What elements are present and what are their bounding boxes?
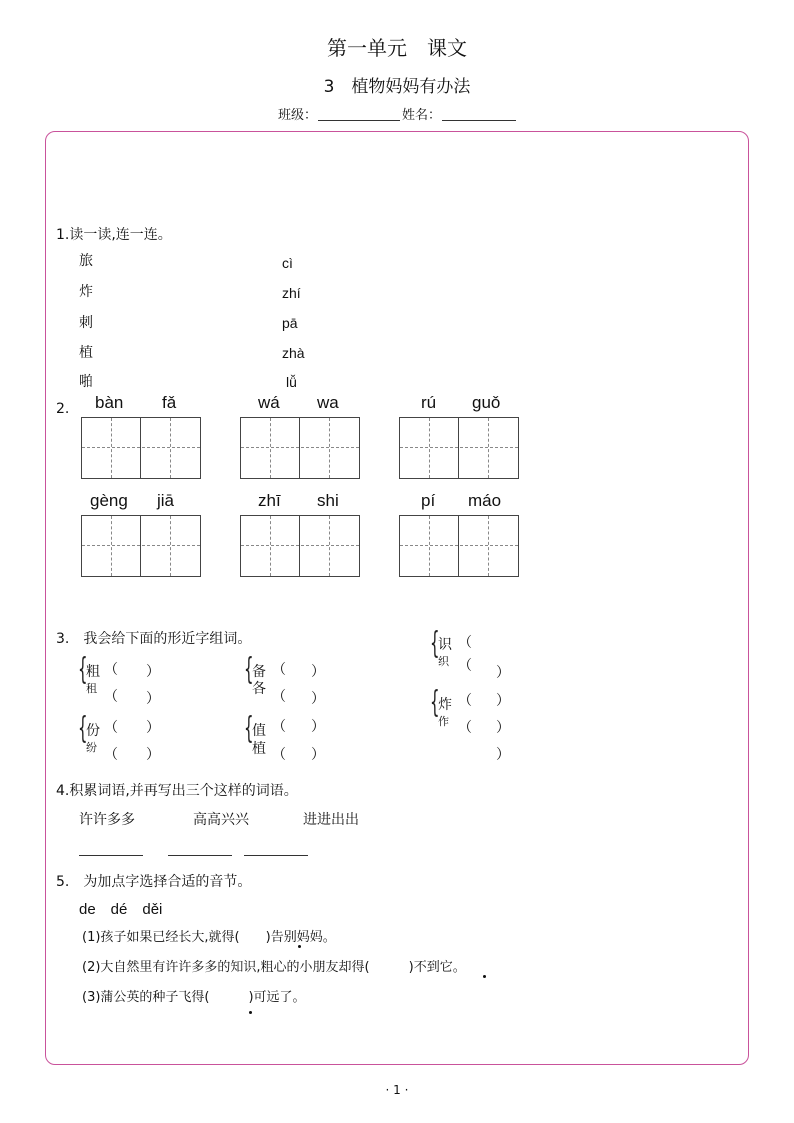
unit-title: 第一单元 课文 (327, 36, 467, 60)
q2-pinyin: rú (421, 393, 437, 412)
paren-close: ） (496, 665, 510, 681)
q4-word: 许许多多 (79, 812, 135, 828)
paren-open: （ (104, 662, 118, 678)
q2-pinyin: zhī (258, 491, 281, 510)
q4-answer-blank[interactable] (244, 855, 308, 856)
q2-number: 2. (56, 401, 70, 417)
paren-close: ） (311, 691, 325, 707)
paren-open: （ (104, 689, 118, 705)
paren-open: （ (272, 719, 286, 735)
brace: { (244, 652, 254, 687)
tianzige-box[interactable] (240, 417, 360, 479)
q2-pinyin: wa (317, 393, 339, 412)
q3-char: 植 (252, 741, 266, 757)
paren-close: ） (496, 693, 510, 709)
brace: { (78, 652, 88, 687)
q3-char: 备 (252, 664, 266, 680)
q3-char: 值 (252, 723, 266, 739)
q5-sentence: (2)大自然里有许许多多的知识,粗心的小朋友却得( )不到它。 (82, 960, 466, 975)
brace: { (78, 711, 88, 746)
q1-char: 植 (79, 345, 93, 361)
tianzige-box[interactable] (399, 417, 519, 479)
q1-char: 啪 (79, 374, 93, 390)
tianzige-box[interactable] (81, 515, 201, 577)
paren-close: ） (311, 664, 325, 680)
q2-pinyin: máo (468, 491, 502, 510)
emphasis-dot (298, 945, 301, 948)
q1-pinyin: cì (282, 255, 293, 271)
q3-char: 作 (438, 715, 449, 728)
q3-char: 粗 (86, 664, 100, 680)
paren-close: ） (146, 691, 160, 707)
brace: { (430, 626, 440, 661)
paren-close: ） (311, 719, 325, 735)
brace: { (430, 685, 440, 720)
q4-answer-blank[interactable] (79, 855, 143, 856)
q4-word: 高高兴兴 (193, 812, 249, 828)
q1-pinyin: zhí (282, 285, 301, 301)
tianzige-box[interactable] (81, 417, 201, 479)
q3-char: 织 (438, 655, 449, 668)
emphasis-dot (483, 975, 486, 978)
paren-open: （ (104, 720, 118, 736)
paren-close: ） (146, 747, 160, 763)
paren-open: （ (104, 747, 118, 763)
q3-char: 识 (438, 637, 452, 653)
q3-char: 炸 (438, 697, 452, 713)
q5-sentence: (1)孩子如果已经长大,就得( )告别妈妈。 (82, 930, 336, 945)
page-number: · 1 · (385, 1083, 409, 1097)
q2-pinyin: bàn (95, 393, 124, 412)
q1-char: 刺 (79, 315, 93, 331)
q1-pinyin: zhà (282, 345, 305, 361)
worksheet-frame (45, 131, 749, 1065)
q5-options: de dé děi (79, 901, 163, 918)
q3-char: 纷 (86, 741, 97, 754)
q1-char: 炸 (79, 284, 93, 300)
paren-open: （ (272, 689, 286, 705)
paren-open: （ (458, 693, 472, 709)
q4-word: 进进出出 (303, 812, 359, 828)
paren-close: ） (311, 747, 325, 763)
q2-pinyin: gèng (90, 491, 128, 510)
paren-open: （ (272, 747, 286, 763)
paren-close: ） (146, 720, 160, 736)
q5-sentence: (3)蒲公英的种子飞得( )可远了。 (82, 990, 306, 1005)
q2-pinyin: jiā (157, 491, 175, 510)
tianzige-box[interactable] (399, 515, 519, 577)
q3-char: 份 (86, 723, 100, 739)
q2-pinyin: pí (421, 491, 436, 510)
q3-char: 各 (252, 681, 266, 697)
paren-open: （ (458, 720, 472, 736)
q3-char: 租 (86, 682, 97, 695)
q1-pinyin: lǚ (286, 374, 297, 390)
q2-pinyin: wá (258, 393, 280, 412)
paren-close: ） (496, 747, 510, 763)
tianzige-box[interactable] (240, 515, 360, 577)
emphasis-dot (249, 1011, 252, 1014)
q1-char: 旅 (79, 253, 93, 269)
lesson-title: 3 植物妈妈有办法 (323, 77, 471, 97)
name-blank[interactable] (442, 120, 516, 121)
name-label: 姓名： (402, 108, 442, 123)
q1-prompt: 1.读一读,连一连。 (56, 227, 172, 243)
q5-prompt: 5. 为加点字选择合适的音节。 (56, 874, 252, 890)
q4-answer-blank[interactable] (168, 855, 232, 856)
brace: { (244, 711, 254, 746)
q3-prompt: 3. 我会给下面的形近字组词。 (56, 631, 252, 647)
q2-pinyin: fǎ (162, 393, 177, 412)
class-blank[interactable] (318, 120, 400, 121)
paren-open: （ (272, 662, 286, 678)
q2-pinyin: shi (317, 491, 339, 510)
q4-prompt: 4.积累词语,并再写出三个这样的词语。 (56, 783, 298, 799)
q2-pinyin: guǒ (472, 393, 501, 412)
class-label: 班级： (278, 108, 318, 123)
paren-open: （ (458, 658, 472, 674)
q1-pinyin: pā (282, 315, 298, 331)
paren-close: ） (146, 664, 160, 680)
paren-close: ） (496, 720, 510, 736)
paren-open: （ (458, 635, 472, 651)
